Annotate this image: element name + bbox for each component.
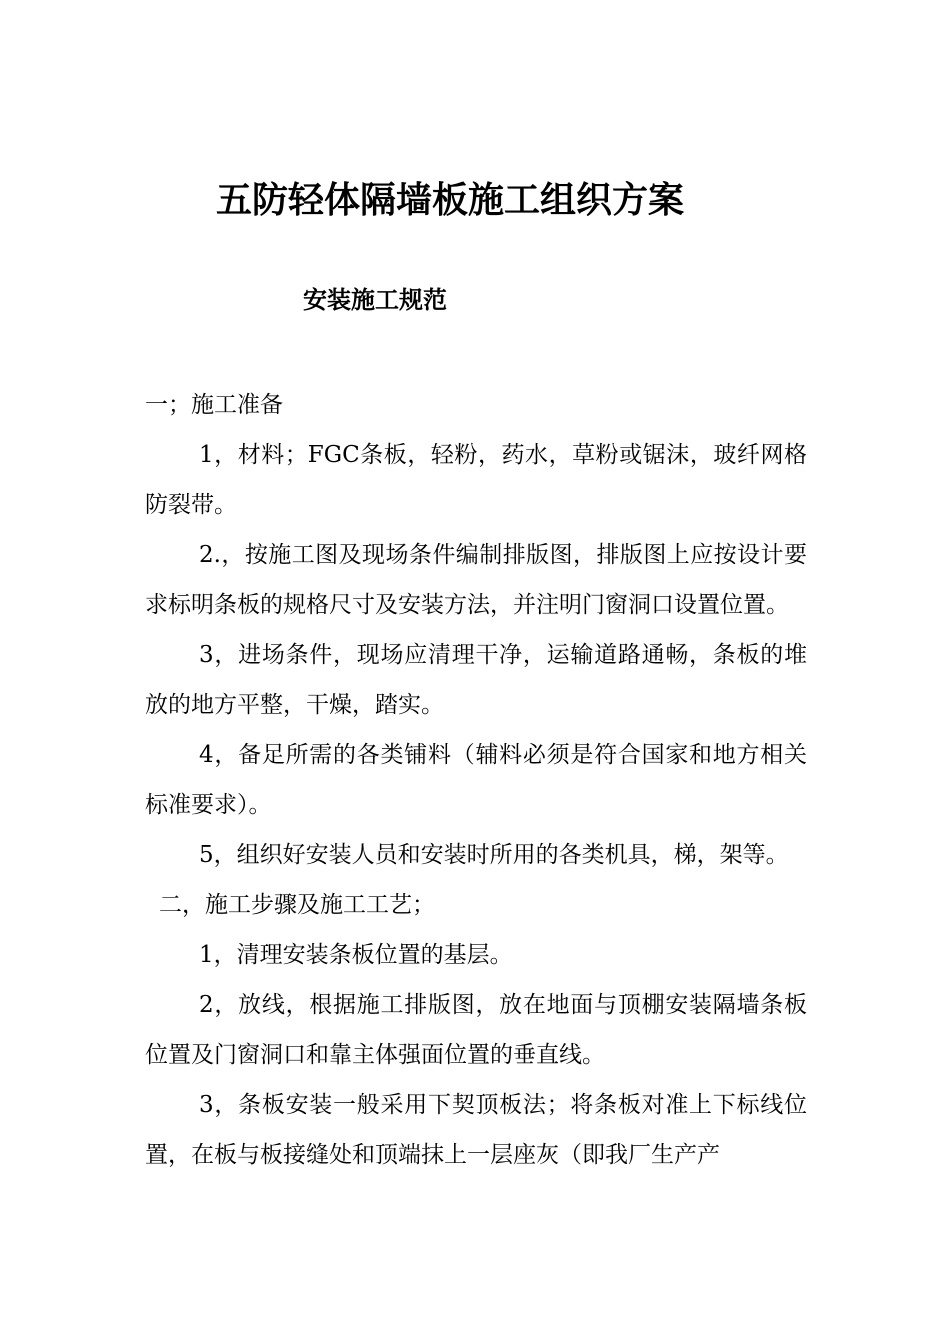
section-heading-steps: 二，施工步骤及施工工艺； <box>159 892 435 918</box>
paragraph: 1，材料；FGC条板，轻粉，药水，草粉或锯沫，玻纤网格防裂带。 <box>145 442 807 518</box>
paragraph: 3，条板安装一般采用下契顶板法；将条板对准上下标线位置，在板与板接缝处和顶端抹上一层座灰（即我厂生产产 <box>145 1092 807 1168</box>
document-title: 五防轻体隔墙板施工组织方案 <box>215 179 684 221</box>
paragraph: 2.，按施工图及现场条件编制排版图，排版图上应按设计要求标明条板的规格尺寸及安装方法，并注明门窗洞口设置位置。 <box>145 542 807 618</box>
section-heading-preparation: 一；施工准备 <box>145 392 283 418</box>
paragraph: 2，放线，根据施工排版图，放在地面与顶棚安装隔墙条板位置及门窗洞口和靠主体强面位置的垂直线。 <box>145 992 807 1068</box>
paragraph: 5，组织好安装人员和安装时所用的各类机具，梯，架等。 <box>199 842 789 868</box>
paragraph: 4，备足所需的各类铺料（辅料必须是符合国家和地方相关标准要求）。 <box>145 742 807 818</box>
paragraph: 1，清理安装条板位置的基层。 <box>199 942 513 968</box>
document-subtitle: 安装施工规范 <box>303 285 447 314</box>
document-body <box>145 380 807 1180</box>
paragraph: 3，进场条件，现场应清理干净，运输道路通畅，条板的堆放的地方平整，干燥，踏实。 <box>145 642 807 718</box>
